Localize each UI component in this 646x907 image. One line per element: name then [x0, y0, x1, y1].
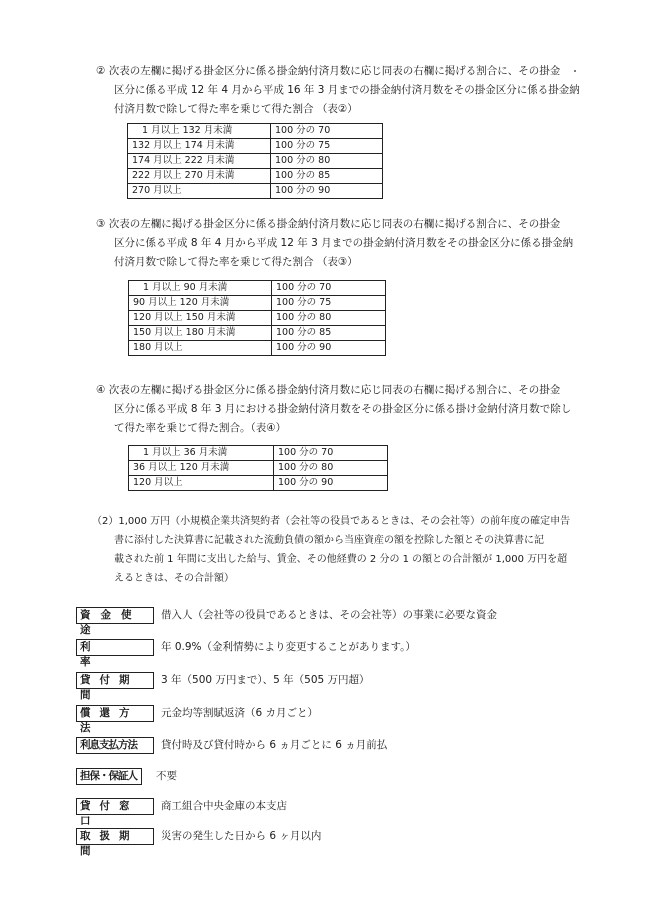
item-value: 3 年（500 万円まで）、5 年（505 万円超）	[161, 674, 370, 686]
table-cell: 100 分の 80	[272, 311, 386, 326]
section-2-line: 区分に係る平成 12 年 4 月から平成 16 年 3 月までの掛金納付済月数をその掛金区分に係る掛金納	[114, 84, 580, 96]
item-value: 災害の発生した日から 6 ヶ月以内	[161, 830, 322, 842]
section-3-line: 区分に係る平成 8 年 4 月から平成 12 年 3 月までの掛金納付済月数をその掛金区分に係る掛金納	[114, 237, 574, 249]
table-cell: 100 分の 90	[272, 341, 386, 356]
item-value: 貸付時及び貸付時から 6 ヵ月ごとに 6 ヵ月前払	[161, 739, 388, 751]
table-cell: 100 分の 80	[271, 154, 383, 169]
table-cell: 222 月以上 270 月未満	[128, 169, 271, 184]
table-cell: 270 月以上	[128, 184, 271, 199]
item-label: 取扱期間	[76, 828, 154, 845]
table-row	[128, 154, 383, 169]
section-3-line: ③ 次表の左欄に掲げる掛金区分に係る掛金納付済月数に応じ同表の右欄に掲げる割合に、その掛金	[96, 218, 561, 230]
table-cell: 180 月以上	[129, 341, 272, 356]
item-label: 利率	[76, 639, 154, 656]
table-cell: 150 月以上 180 月未満	[129, 326, 272, 341]
item-value: 商工組合中央金庫の本支店	[161, 800, 287, 812]
table-cell: 100 分の 85	[272, 326, 386, 341]
table-cell: 100 分の 70	[274, 446, 388, 461]
item-value: 不要	[156, 770, 177, 782]
table-2	[127, 123, 383, 199]
item-value: 年 0.9%（金利情勢により変更することがあります。）	[161, 641, 416, 653]
table-row	[129, 446, 388, 461]
table-cell: 100 分の 90	[274, 476, 388, 491]
table-row	[129, 281, 386, 296]
table-cell: 100 分の 70	[272, 281, 386, 296]
table-cell: 100 分の 90	[271, 184, 383, 199]
table-cell: 100 分の 75	[271, 139, 383, 154]
section-4-line: 区分に係る平成 8 年 3 月における掛金納付済月数をその掛金区分に係る掛け金納付済月数で除し	[114, 403, 572, 415]
table-cell: 100 分の 85	[271, 169, 383, 184]
table-row	[129, 296, 386, 311]
table-row	[129, 326, 386, 341]
table-cell: 100 分の 80	[274, 461, 388, 476]
section-2-line: 付済月数で除して得た率を乗じて得た割合 （表②）	[114, 103, 358, 115]
section-2-line: ② 次表の左欄に掲げる掛金区分に係る掛金納付済月数に応じ同表の右欄に掲げる割合に、その掛金	[96, 65, 561, 77]
section-paren2-line: 書に添付した決算書に記載された流動負債の額から当座資産の額を控除した額とその決算書に記	[114, 535, 544, 546]
item-label: 貸付窓口	[76, 798, 154, 815]
item-label: 貸付期間	[76, 672, 154, 689]
item-value: 元金均等割賦返済（6 カ月ごと）	[161, 707, 319, 719]
table-row	[128, 139, 383, 154]
section-3-line: 付済月数で除して得た率を乗じて得た割合 （表③）	[114, 256, 358, 268]
table-cell: 132 月以上 174 月未満	[128, 139, 271, 154]
item-label: 担保・保証人	[76, 768, 142, 785]
section-paren2-line: えるときは、その合計額）	[114, 573, 234, 584]
table-cell: 120 月以上 150 月未満	[129, 311, 272, 326]
table-cell: 1 月以上 132 月未満	[128, 124, 271, 139]
table-cell: 100 分の 70	[271, 124, 383, 139]
item-label: 資金使途	[76, 607, 154, 624]
table-row	[129, 311, 386, 326]
table-3	[128, 280, 386, 356]
table-cell: 90 月以上 120 月未満	[129, 296, 272, 311]
table-row	[128, 124, 383, 139]
item-label: 償還方法	[76, 705, 154, 722]
table-cell: 100 分の 75	[272, 296, 386, 311]
table-cell: 174 月以上 222 月未満	[128, 154, 271, 169]
section-paren2-text	[92, 512, 570, 588]
table-cell: 1 月以上 90 月未満	[129, 281, 272, 296]
section-paren2-line: （2）1,000 万円（小規模企業共済契約者（会社等の役員であるときは、その会社等）の前年度の確定申告	[92, 516, 571, 527]
table-cell: 120 月以上	[129, 476, 274, 491]
item-value: 借入人（会社等の役員であるときは、その会社等）の事業に必要な資金	[161, 609, 497, 621]
table-4	[128, 445, 388, 491]
section-4-line: ④ 次表の左欄に掲げる掛金区分に係る掛金納付済月数に応じ同表の右欄に掲げる割合に、その掛金	[96, 384, 561, 396]
table-cell: 36 月以上 120 月未満	[129, 461, 274, 476]
table-cell: 1 月以上 36 月未満	[129, 446, 274, 461]
section-3-text	[96, 215, 573, 272]
table-row	[129, 341, 386, 356]
item-label: 利息支払方法	[76, 737, 154, 754]
section-2-text	[96, 62, 580, 119]
table-row	[128, 169, 383, 184]
section-4-text	[96, 381, 571, 438]
table-row	[128, 184, 383, 199]
table-row	[129, 461, 388, 476]
table-row	[129, 476, 388, 491]
section-4-line: て得た率を乗じて得た割合。（表④）	[114, 422, 287, 434]
section-paren2-line: 載された前 1 年間に支出した給与、賃金、その他経費の 2 分の 1 の額との合計額が 1,000 万円を超	[114, 554, 568, 565]
